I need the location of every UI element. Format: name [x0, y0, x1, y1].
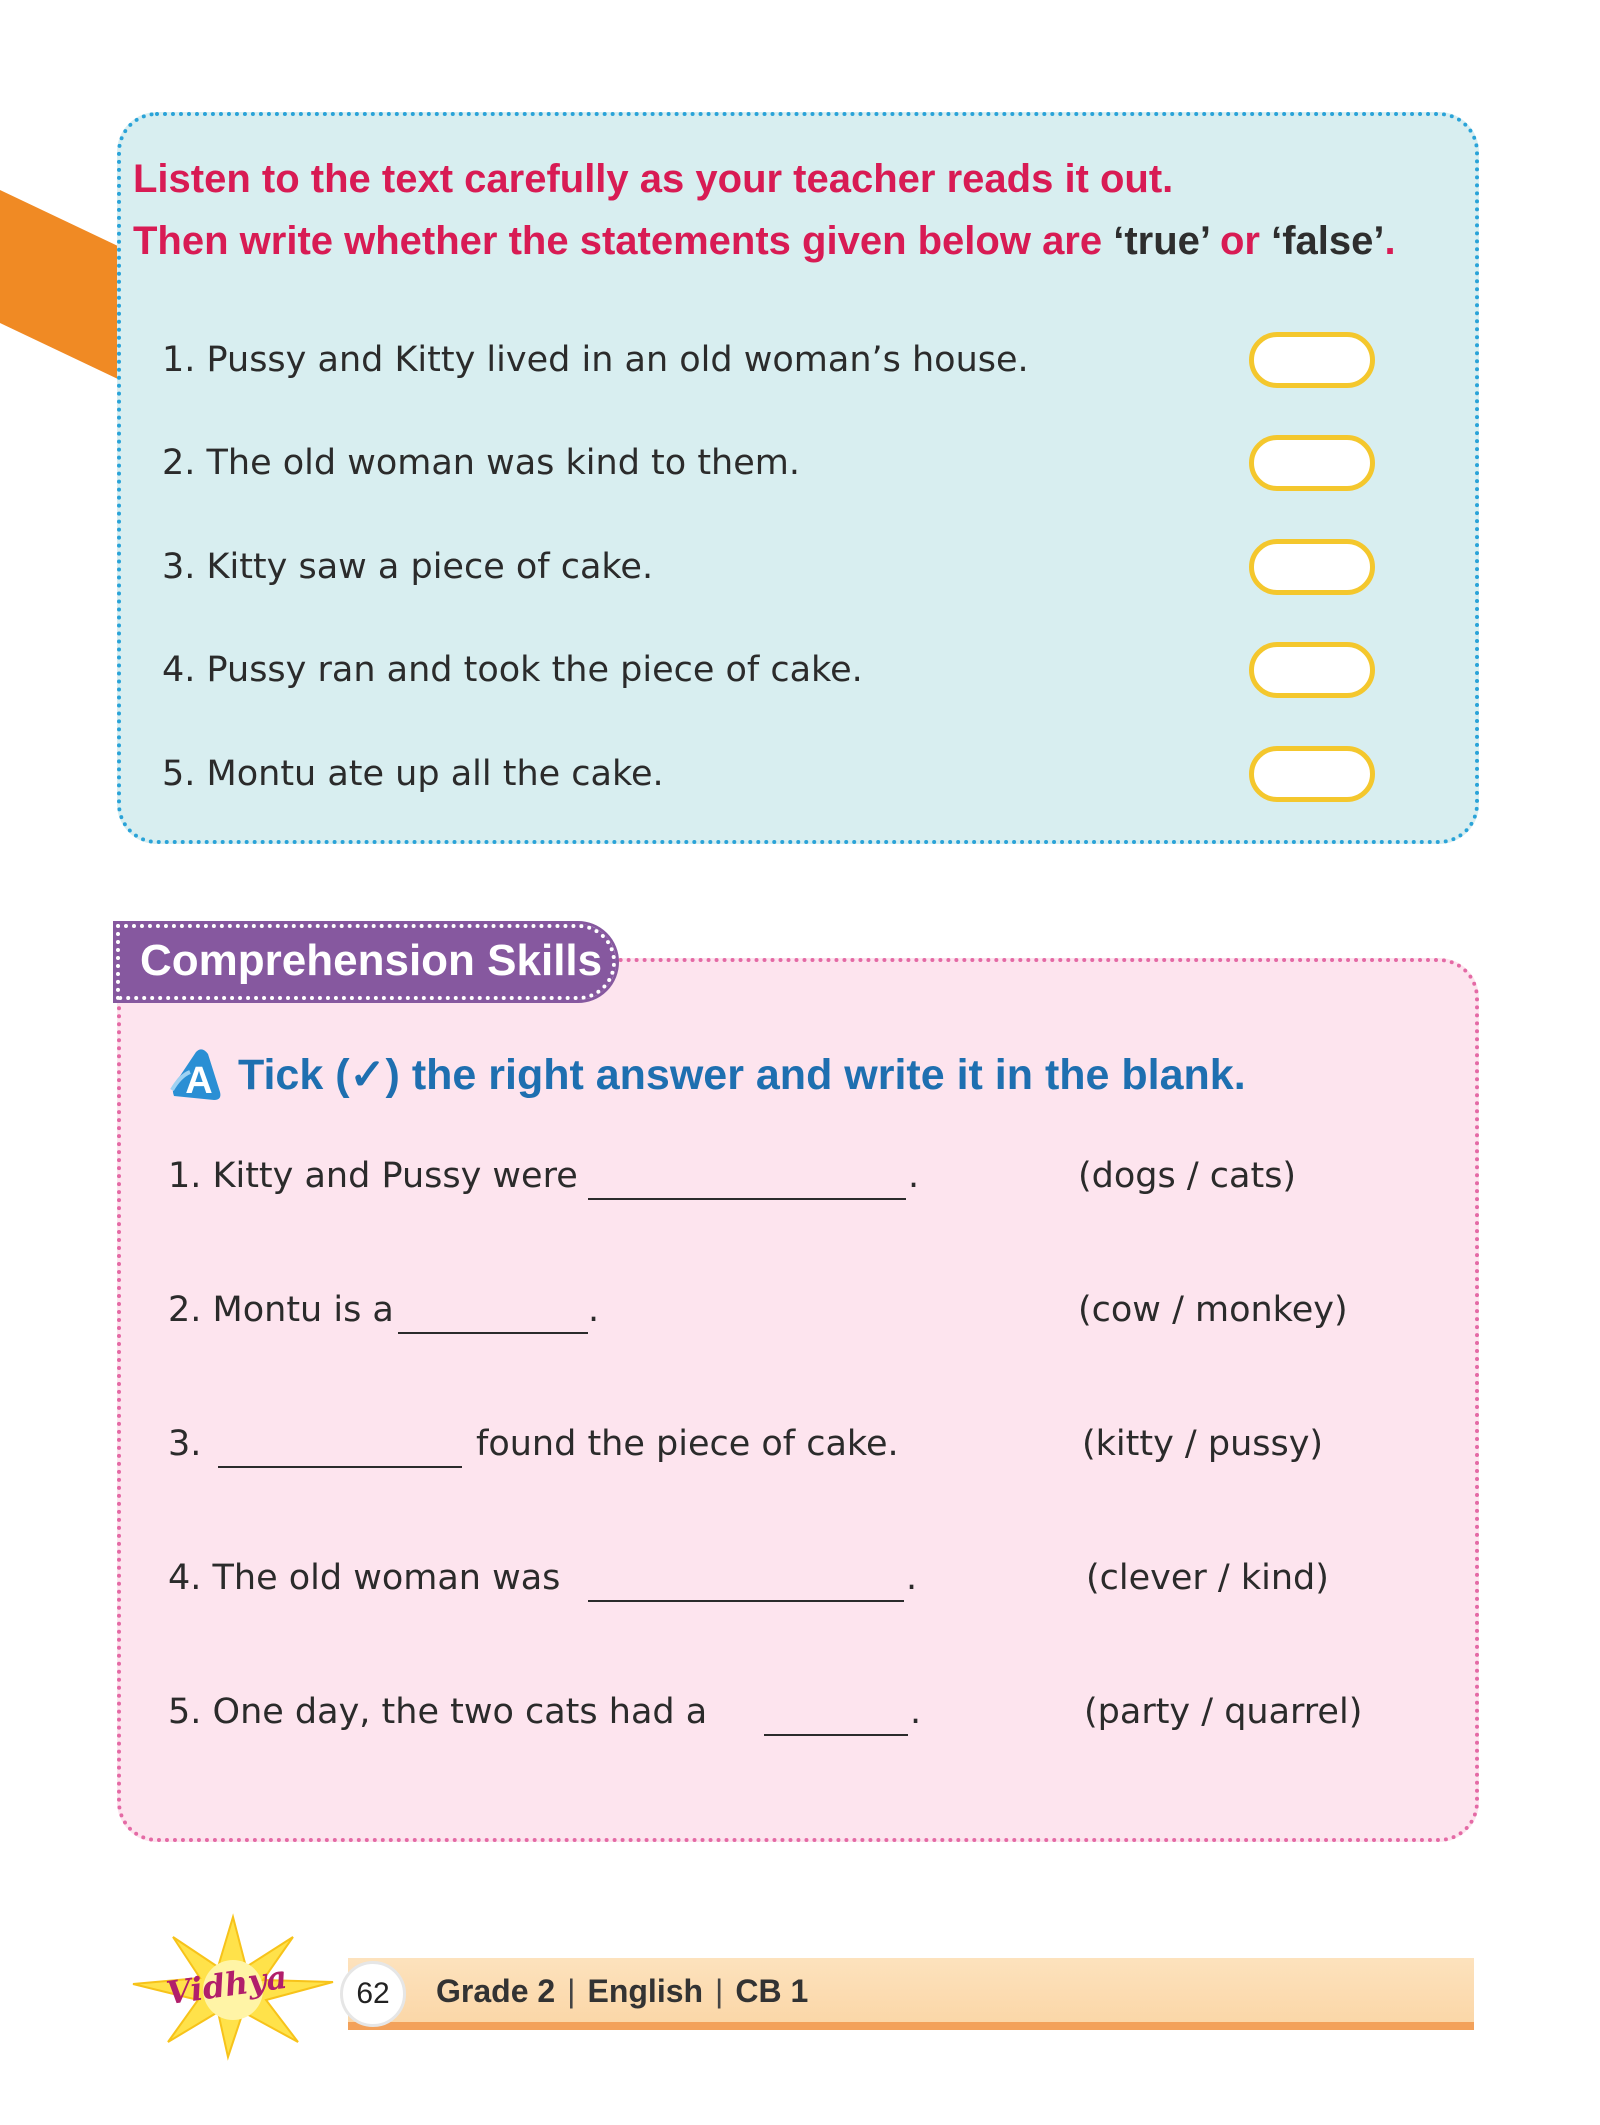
fill-row-suffix: . [588, 1290, 600, 1330]
true-word: ‘true’ [1113, 219, 1209, 263]
statement-text: 3. Kitty saw a piece of cake. [162, 547, 654, 587]
fill-row-prefix: 3. [168, 1424, 202, 1464]
fill-row-suffix: . [908, 1156, 920, 1196]
instruction-line-2 [133, 210, 1483, 272]
answer-options: (party / quarrel) [1084, 1692, 1363, 1732]
fill-row-prefix: 2. Montu is a [168, 1290, 394, 1330]
section-title: Comprehension Skills [140, 936, 603, 985]
orange-corner-tab [0, 190, 120, 380]
false-word: ‘false’ [1271, 219, 1385, 263]
instruction-line-1: Listen to the text carefully as your teacher reads it out. [133, 157, 1174, 201]
a-badge-letter: A [185, 1060, 213, 1102]
answer-options: (clever / kind) [1086, 1558, 1329, 1598]
page-number: 62 [340, 1961, 406, 2027]
answer-box[interactable] [1249, 332, 1375, 388]
logo-text: Vidhya [163, 1957, 290, 2013]
answer-blank[interactable] [764, 1734, 908, 1736]
exercise-a-instruction: Tick (✓) the right answer and write it in the blank. [238, 1051, 1246, 1099]
footer-grade: Grade 2 [436, 1973, 556, 2009]
answer-box[interactable] [1249, 539, 1375, 595]
fill-row [168, 1156, 1398, 1216]
fill-row-suffix: found the piece of cake. [476, 1424, 899, 1464]
statement-row [162, 746, 1382, 806]
statement-row [162, 539, 1382, 599]
statement-text: 4. Pussy ran and took the piece of cake. [162, 650, 863, 690]
or-word: or [1219, 219, 1260, 263]
fill-row-suffix: . [906, 1558, 918, 1598]
answer-blank[interactable] [588, 1198, 906, 1200]
fill-row-suffix: . [910, 1692, 922, 1732]
answer-options: (kitty / pussy) [1082, 1424, 1324, 1464]
fill-row [168, 1290, 1398, 1350]
answer-blank[interactable] [398, 1332, 588, 1334]
answer-options: (dogs / cats) [1078, 1156, 1297, 1196]
answer-box[interactable] [1249, 642, 1375, 698]
footer-separator: | [567, 1973, 576, 2009]
statement-row [162, 332, 1382, 392]
footer-info [436, 1973, 808, 2010]
answer-options: (cow / monkey) [1078, 1290, 1348, 1330]
statement-text: 2. The old woman was kind to them. [162, 443, 800, 483]
statement-text: 5. Montu ate up all the cake. [162, 754, 664, 794]
answer-blank[interactable] [218, 1466, 462, 1468]
fill-row-prefix: 5. One day, the two cats had a [168, 1692, 708, 1732]
fill-row [168, 1692, 1398, 1752]
fill-row [168, 1558, 1398, 1618]
fill-row-prefix: 4. The old woman was [168, 1558, 561, 1598]
statement-row [162, 642, 1382, 702]
a-badge-icon [168, 1046, 224, 1104]
statement-row [162, 435, 1382, 495]
instruction-period: . [1384, 219, 1396, 263]
footer-book: CB 1 [735, 1973, 809, 2009]
footer-separator: | [715, 1973, 724, 2009]
listening-instructions [133, 148, 1483, 272]
fill-row [168, 1424, 1398, 1484]
footer-subject: English [587, 1973, 704, 2009]
statement-text: 1. Pussy and Kitty lived in an old woman’s house. [162, 340, 1029, 380]
fill-row-prefix: 1. Kitty and Pussy were [168, 1156, 578, 1196]
answer-blank[interactable] [588, 1600, 904, 1602]
answer-box[interactable] [1249, 435, 1375, 491]
answer-box[interactable] [1249, 746, 1375, 802]
instruction-line-2-prefix: Then write whether the statements given below are [133, 219, 1103, 263]
